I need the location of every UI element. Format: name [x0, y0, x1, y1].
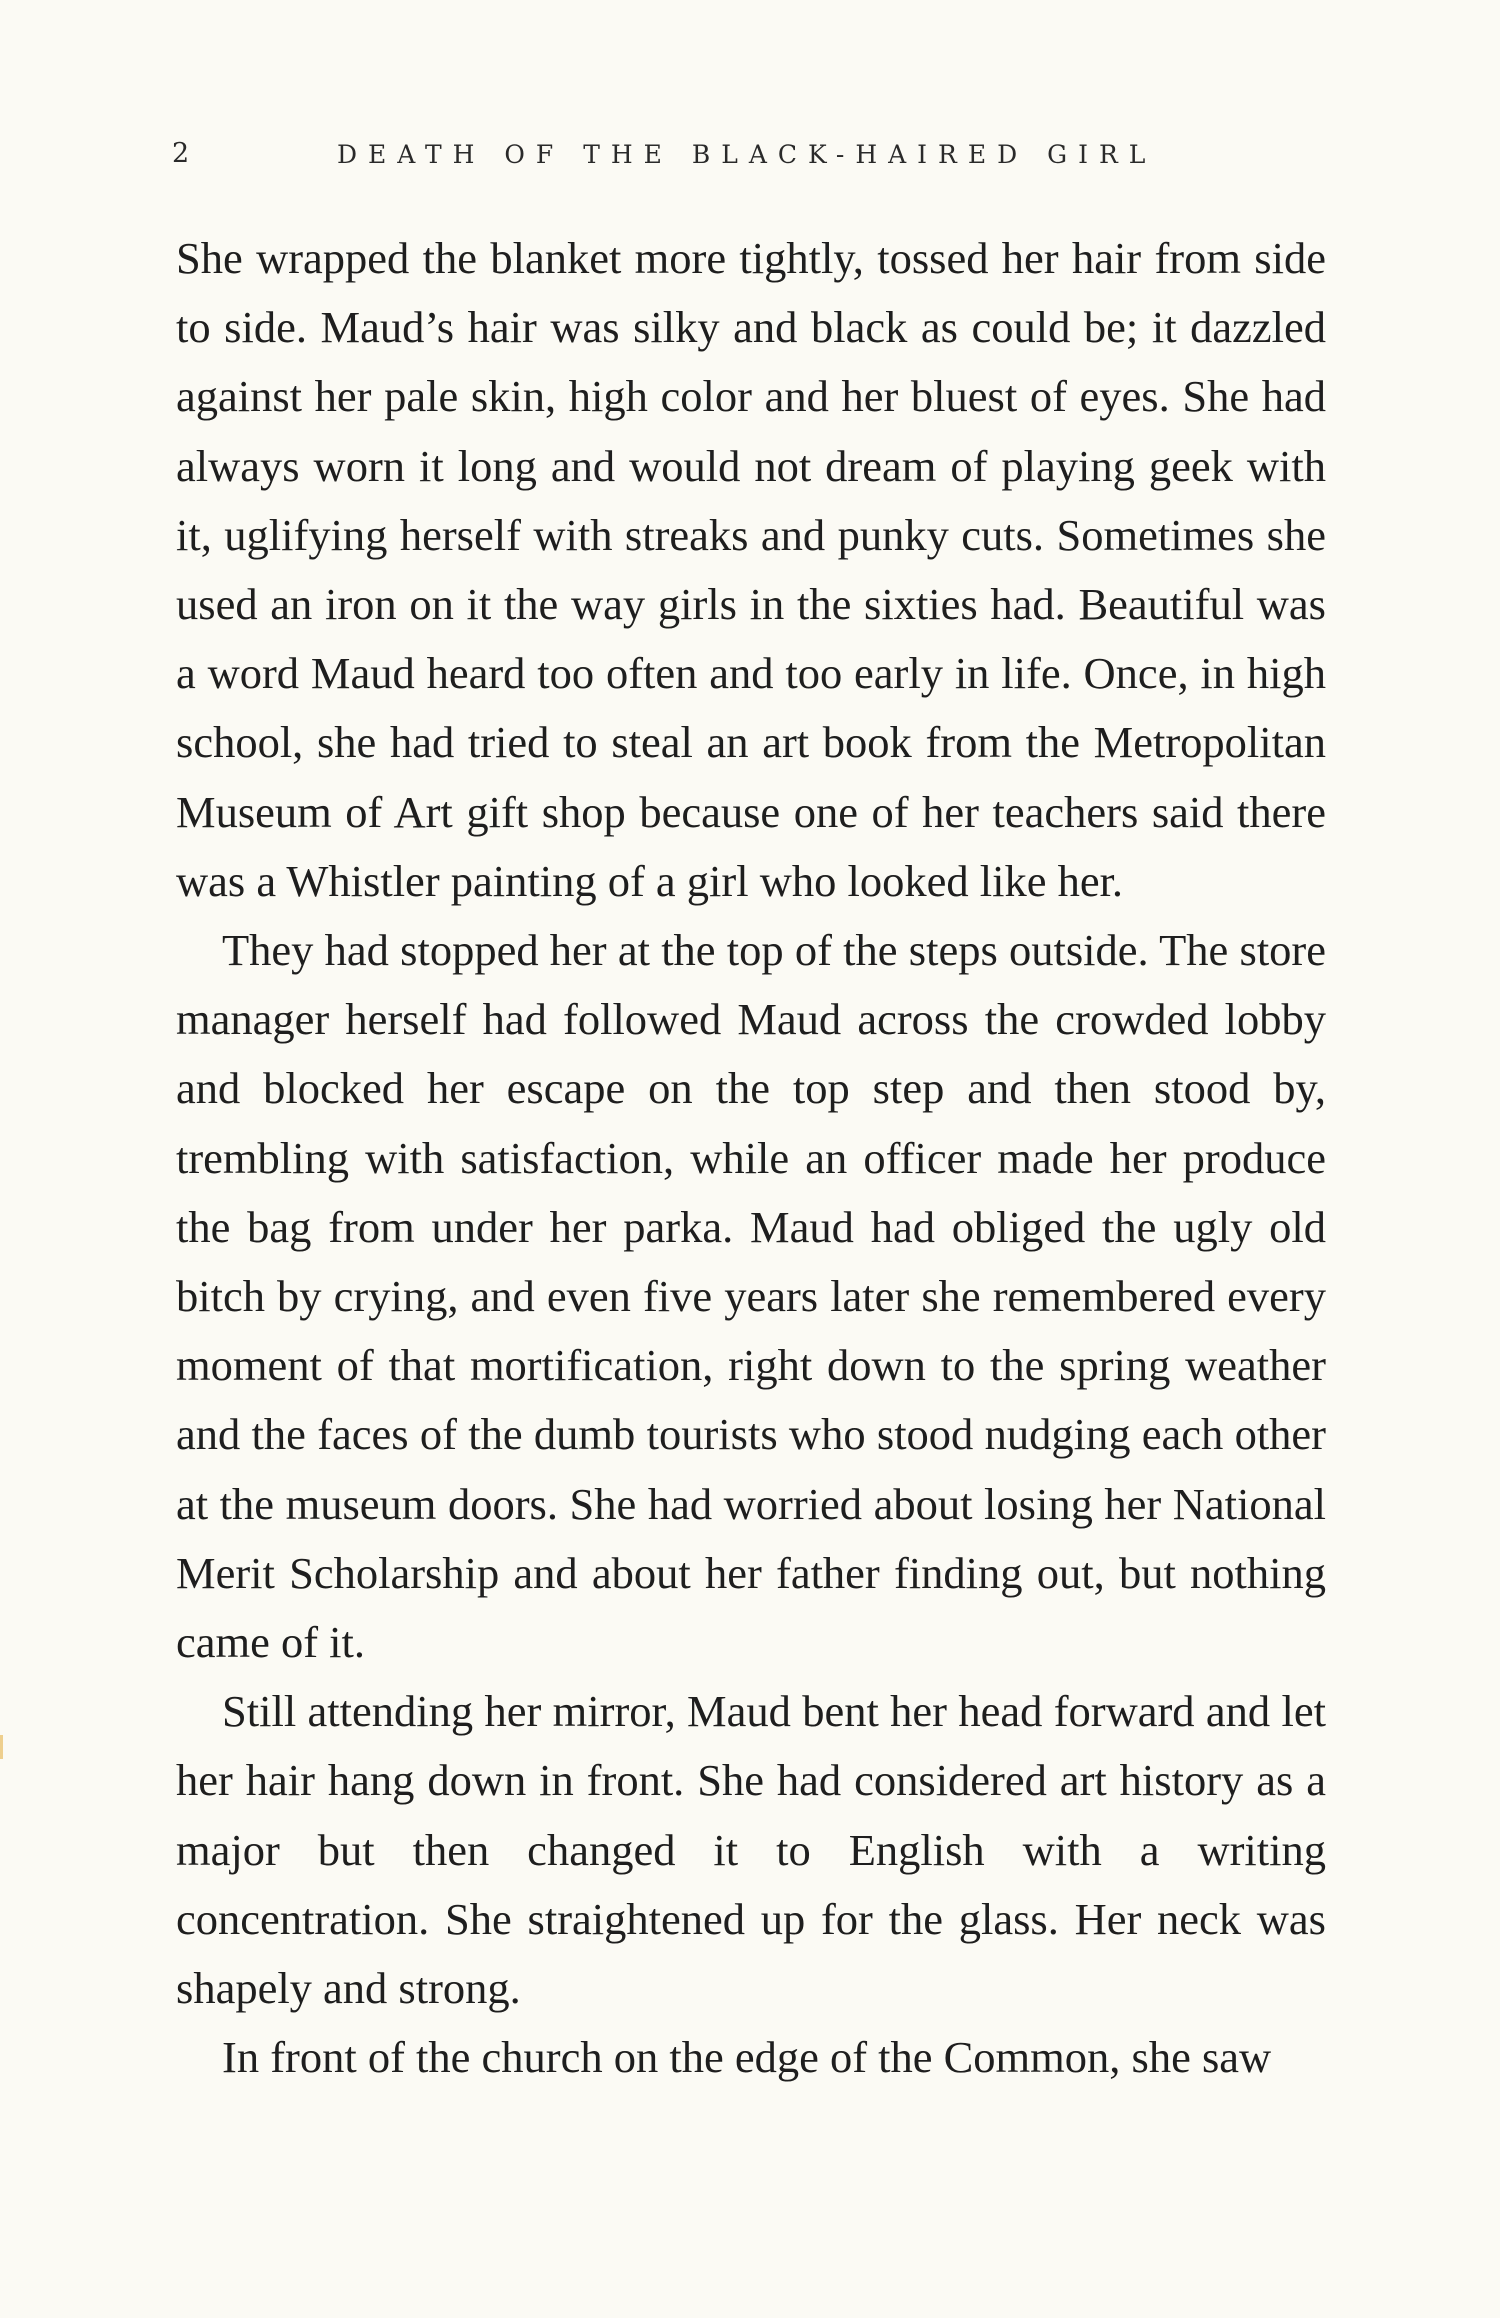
paragraph-3: Still attending her mirror, Maud bent her head forward and let her hair hang down in front. She had considered art history as a major but then changed it to English with a writing concentration. She straightened up for the glass. Her neck was shapely and strong.	[176, 1686, 1326, 2014]
scan-edge-mark	[0, 1735, 3, 1759]
paragraph-4: In front of the church on the edge of the Common, she saw	[222, 2032, 1272, 2083]
running-head	[172, 128, 1332, 178]
running-title: DEATH OF THE BLACK-HAIRED GIRL	[337, 140, 1157, 169]
paragraph-1: She wrapped the blanket more tightly, tossed her hair from side to side. Maud’s hair was silky and black as could be; it dazzled against her pale skin, high color and her bluest of eyes. She had always worn it long and would not dream of playing geek with it, uglifying herself with streaks and punky cuts. Sometimes she used an iron on it the way girls in the sixties had. Beautiful was a word Maud heard too often and too early in life. Once, in high school, she had tried to steal an art book from the Metropolitan Museum of Art gift shop because one of her teachers said there was a Whistler painting of a girl who looked like her.	[176, 233, 1326, 906]
page-number: 2	[172, 138, 191, 169]
body-text	[176, 224, 1326, 2092]
paragraph-2: They had stopped her at the top of the steps outside. The store manager herself had followed Maud across the crowded lobby and blocked her escape on the top step and then stood by, trembling with satisfaction, while an officer made her produce the bag from under her parka. Maud had obliged the ugly old bitch by crying, and even five years later she remembered every moment of that mortification, right down to the spring weather and the faces of the dumb tourists who stood nudging each other at the museum doors. She had worried about losing her National Merit Scholarship and about her father finding out, but nothing came of it.	[176, 925, 1326, 1668]
